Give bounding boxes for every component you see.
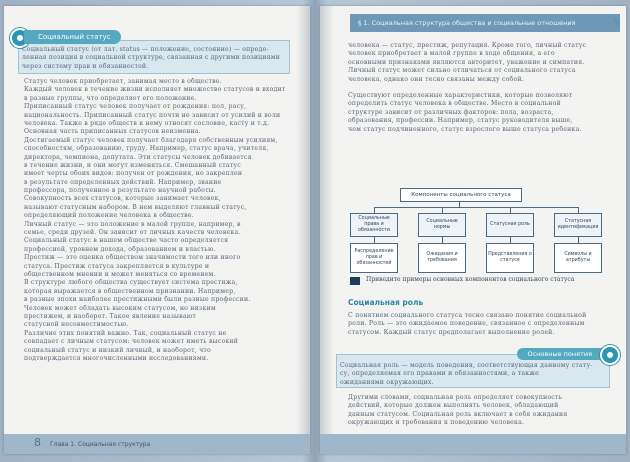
text-line: Каждый человек в течение жизни исполняет множество статусов и входит bbox=[24, 86, 286, 94]
diagram-connector bbox=[374, 207, 578, 208]
text-line: профессией, уровнем дохода, образованием и властью. bbox=[24, 245, 216, 253]
text-line: Статус человек приобретает, занимая место в обществе. bbox=[24, 78, 222, 85]
text-line: данным статусом. Социальная роль включает в себя ожидания bbox=[348, 410, 568, 418]
concept-text bbox=[340, 362, 604, 387]
text-line: национальность. Приписанный статус почти не зависит от усилий и воли bbox=[24, 111, 281, 119]
concept-tab: Основные понятия bbox=[517, 348, 608, 360]
diagram-task: Приведите примеры основных компонентов социального статуса bbox=[366, 276, 575, 283]
text-line: ленная позиция в социальной структуре, связанная с другими позициями bbox=[22, 54, 281, 62]
text-line: Совокупность всех статусов, которые занимает человек, bbox=[24, 195, 221, 203]
right-footer-bar bbox=[320, 434, 626, 454]
text-line: Основная часть приписанных статусов неизменна. bbox=[24, 128, 201, 136]
text-line: социальный статус и низкий личный, и наоборот, что bbox=[24, 346, 211, 354]
right-bottom-text bbox=[348, 394, 610, 428]
definition-text bbox=[22, 46, 288, 71]
text-line: Личный статус может сильно отличаться от социального статуса bbox=[348, 67, 576, 75]
left-page-number: 8 bbox=[34, 436, 41, 449]
text-line: Престиж — это оценка обществом значимости того или иного bbox=[24, 254, 241, 262]
text-line: Другими словами, социальная роль определяет совокупность bbox=[348, 394, 563, 401]
diagram-node: Статусная роль bbox=[486, 213, 534, 237]
diagram-node: Социальные права и обязанности bbox=[350, 213, 398, 237]
left-footer-caption: Глава 1. Социальная структура bbox=[50, 441, 151, 448]
text-line: подтверждается многочисленными исследованиями. bbox=[24, 354, 209, 362]
text-line: структуре зависит от различных факторов: пола, возраста, bbox=[348, 108, 554, 116]
section-subheading: Социальная роль bbox=[348, 298, 424, 307]
diagram-node: Ожидания и требования bbox=[418, 243, 466, 273]
text-line: статуса. Престиж статуса закрепляется в культуре и bbox=[24, 262, 210, 270]
diagram-node: Распределение прав и обязанностей bbox=[350, 243, 398, 273]
text-line: действий, которые должен выполнять человек, обладающий bbox=[348, 402, 559, 410]
right-page bbox=[320, 6, 626, 454]
text-line: человека, однако они тесно связаны между собой. bbox=[348, 75, 524, 83]
text-line: через систему прав и обязанностей. bbox=[22, 62, 149, 70]
text-line: имеет черты обоих видов: получен от рождения, но закреплен bbox=[24, 170, 243, 178]
text-line: в результате определенных действий. Например, звание bbox=[24, 178, 222, 186]
diagram-node: Социальные нормы bbox=[418, 213, 466, 237]
text-line: чем статус подчиненного, статус взрослого выше статуса ребенка. bbox=[348, 125, 582, 133]
gutter-shadow bbox=[296, 6, 310, 454]
text-line: человека — статус, престиж, репутация. Кроме того, личный статус bbox=[348, 42, 587, 49]
diagram-node: Представления о статусе bbox=[486, 243, 534, 273]
right-mid-text bbox=[348, 92, 610, 134]
text-line: директора, чемпиона, депутата. Эти статусы человек добивается bbox=[24, 153, 252, 161]
text-line: Социальный статус в нашем обществе часто определяется bbox=[24, 237, 229, 245]
left-body-text bbox=[24, 78, 290, 363]
text-line: называют статусным набором. В нем выделяют главный статус, bbox=[24, 203, 247, 211]
text-line: Существуют определенные характеристики, которые позволяют bbox=[348, 92, 573, 99]
text-line: С понятием социального статуса тесно связано понятие социальной bbox=[348, 312, 587, 319]
text-line: человек приобретает в малой группе в ходе общения, а его bbox=[348, 50, 555, 58]
text-line: Социальный статус (от лат. status — положение, состояние) — опреде- bbox=[22, 46, 269, 53]
diagram-root: Компоненты социального статуса bbox=[400, 188, 522, 202]
left-page bbox=[4, 6, 310, 454]
text-line: ожиданиями окружающих. bbox=[340, 378, 434, 386]
definition-tab: Социальный статус bbox=[24, 30, 121, 44]
text-line: В структуре любого общества существует система престижа, bbox=[24, 279, 238, 287]
text-line: в разные эпохи наиболее престижными были разные профессии. bbox=[24, 296, 251, 304]
text-line: определить статус человека в обществе. Место в социальной bbox=[348, 100, 561, 108]
text-line: Социальная роль — модель поведения, соответствующая данному стату- bbox=[340, 362, 593, 369]
hexagon-icon bbox=[350, 277, 360, 285]
text-line: окружающих и требования к поведению человека. bbox=[348, 419, 525, 427]
text-line: профессора, полученное в результате научной работы. bbox=[24, 187, 216, 195]
right-page-number: 9 bbox=[613, 16, 620, 29]
text-line: Человек может обладать высоким статусом, но низким bbox=[24, 304, 216, 312]
diagram-node: Символы и атрибуты bbox=[554, 243, 602, 273]
text-line: основными признаками являются авторитет, уважение и симпатия. bbox=[348, 58, 585, 66]
text-line: образования, профессии. Например, статус руководителя выше, bbox=[348, 117, 573, 125]
diagram-node: Статусная идентификация bbox=[554, 213, 602, 237]
text-line: престижем, и наоборот. Такое явление называют bbox=[24, 312, 196, 320]
gutter-shadow bbox=[320, 6, 334, 454]
text-line: совпадает с личным статусом: человек может иметь высокий bbox=[24, 338, 239, 346]
text-line: су, определяемая его правами и обязанностями, а также bbox=[340, 370, 540, 378]
text-line: человека. Также в ряде обществ к нему относят сословие, касту и т.д. bbox=[24, 119, 270, 127]
text-line: семье, среди друзей. Он зависит от личных качеств человека. bbox=[24, 229, 241, 237]
text-line: Приписанный статус человек получает от рождения: пол, расу, bbox=[24, 103, 247, 111]
text-line: определяющий положение человека в обществе. bbox=[24, 212, 194, 220]
text-line: роли. Роль — это ожидаемое поведение, связанное с определенным bbox=[348, 320, 585, 328]
chapter-header: § 1. Социальная структура общества и социальные отношения bbox=[350, 14, 620, 32]
text-line: в разные группы, что определяет его положение. bbox=[24, 94, 197, 102]
text-line: Достигаемый статус человек получает благодаря собственным усилиям, bbox=[24, 136, 278, 144]
text-line: которая выражается в общественном признании. Например, bbox=[24, 287, 236, 295]
role-text bbox=[348, 312, 610, 337]
text-line: статусом. Каждый статус предполагает выполнение ролей. bbox=[348, 328, 555, 336]
text-line: Различие этих понятий важно. Так, социальный статус не bbox=[24, 329, 227, 337]
text-line: общественном мнении и может меняться со временем. bbox=[24, 270, 216, 278]
text-line: способностям, образованию, труду. Например, статус врача, учителя, bbox=[24, 145, 269, 153]
text-line: Личный статус — это положение в малой группе, например, в bbox=[24, 220, 241, 228]
text-line: в течение жизни, и они могут изменяться. Смешанный статус bbox=[24, 161, 241, 169]
text-line: статусной несовместимостью. bbox=[24, 321, 129, 329]
right-top-text bbox=[348, 42, 610, 84]
